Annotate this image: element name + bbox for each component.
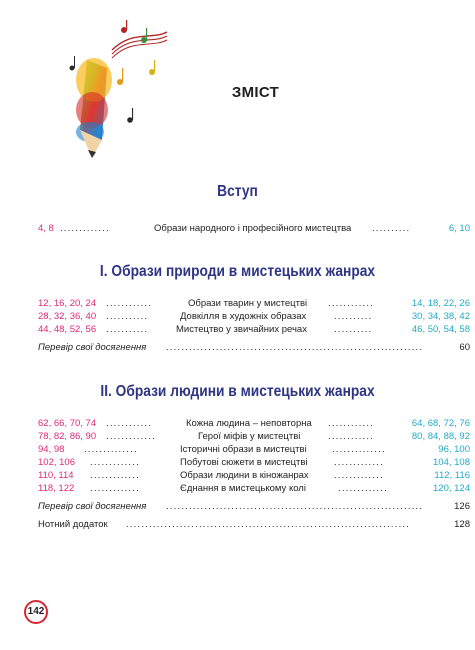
dot-leader: ............. bbox=[338, 483, 388, 494]
toc-row[interactable] bbox=[38, 310, 470, 323]
dot-leader: ................................................................... bbox=[166, 501, 424, 512]
dot-leader: ............ bbox=[328, 418, 375, 429]
page-ref: 128 bbox=[454, 519, 470, 530]
toc-title: Образи народного і професійного мистецтва bbox=[154, 223, 352, 234]
right-pages: 120, 124 bbox=[433, 483, 470, 494]
toc-row[interactable] bbox=[38, 443, 470, 456]
dot-leader: .......... bbox=[372, 223, 411, 234]
dot-leader: ............. bbox=[334, 470, 384, 481]
left-pages: 62, 66, 70, 74 bbox=[38, 418, 97, 429]
dot-leader: .............. bbox=[84, 444, 138, 455]
dot-leader: ............ bbox=[106, 298, 153, 309]
page-ref: 126 bbox=[454, 501, 470, 512]
right-pages: 6, 10 bbox=[448, 223, 470, 234]
toc-row[interactable] bbox=[38, 456, 470, 469]
toc-row[interactable] bbox=[38, 297, 470, 310]
right-pages: 112, 116 bbox=[434, 470, 470, 481]
dot-leader: ............. bbox=[106, 431, 156, 442]
appendix-row[interactable] bbox=[38, 518, 470, 531]
section-heading-nature: І. Образи природи в мистецьких жанрах bbox=[99, 263, 376, 280]
toc-title: Історичні образи в мистецтві bbox=[180, 444, 307, 455]
right-pages: 96, 100 bbox=[438, 444, 470, 455]
dot-leader: ............. bbox=[60, 223, 110, 234]
right-pages: 104, 108 bbox=[433, 457, 470, 468]
toc-row[interactable] bbox=[38, 417, 470, 430]
check-achievements-row[interactable] bbox=[38, 500, 470, 513]
toc-row[interactable] bbox=[38, 469, 470, 482]
dot-leader: ............ bbox=[328, 298, 375, 309]
dot-leader: ............ bbox=[328, 431, 375, 442]
right-pages: 14, 18, 22, 26 bbox=[411, 298, 470, 309]
dot-leader: ........... bbox=[106, 311, 149, 322]
toc-row[interactable] bbox=[38, 482, 470, 495]
left-pages: 44, 48, 52, 56 bbox=[38, 324, 97, 335]
right-pages: 64, 68, 72, 76 bbox=[411, 418, 470, 429]
left-pages: 94, 98 bbox=[38, 444, 65, 455]
dot-leader: .......... bbox=[334, 311, 373, 322]
left-pages: 4, 8 bbox=[38, 223, 54, 234]
right-pages: 30, 34, 38, 42 bbox=[411, 311, 470, 322]
section-heading-intro: Вступ bbox=[217, 183, 258, 200]
toc-title: Образи тварин у мистецтві bbox=[188, 298, 308, 309]
left-pages: 102, 106 bbox=[38, 457, 75, 468]
toc-title: Кожна людина – неповторна bbox=[186, 418, 312, 429]
right-pages: 46, 50, 54, 58 bbox=[411, 324, 470, 335]
toc-title: Нотний додаток bbox=[38, 519, 108, 530]
toc-title: Довкілля в художніх образах bbox=[180, 311, 307, 322]
page-ref: 60 bbox=[459, 342, 470, 353]
toc-row[interactable] bbox=[38, 430, 470, 443]
left-pages: 110, 114 bbox=[38, 470, 74, 481]
toc-title: Перевір свої досягнення bbox=[38, 501, 147, 512]
toc-title: Мистецтво у звичайних речах bbox=[176, 324, 307, 335]
dot-leader: ............ bbox=[106, 418, 153, 429]
dot-leader: .............. bbox=[332, 444, 386, 455]
toc-title: Герої міфів у мистецтві bbox=[198, 431, 301, 442]
dot-leader: ............. bbox=[90, 457, 140, 468]
right-pages: 80, 84, 88, 92 bbox=[411, 431, 470, 442]
dot-leader: .......... bbox=[334, 324, 373, 335]
pencil-music-logo bbox=[52, 20, 177, 200]
dot-leader: ........... bbox=[106, 324, 149, 335]
left-pages: 118, 122 bbox=[38, 483, 75, 494]
toc-title: Побутові сюжети в мистецтві bbox=[180, 457, 308, 468]
toc-title: Єднання в мистецькому колі bbox=[180, 483, 306, 494]
page-number-badge: 142 bbox=[24, 600, 48, 624]
left-pages: 28, 32, 36, 40 bbox=[38, 311, 97, 322]
dot-leader: ............. bbox=[90, 470, 140, 481]
dot-leader: ................................................................... bbox=[166, 342, 424, 353]
dot-leader: .......................................................................... bbox=[126, 519, 411, 530]
page-title: ЗМІСТ bbox=[231, 84, 280, 101]
dot-leader: ............. bbox=[334, 457, 384, 468]
section-heading-people: ІІ. Образи людини в мистецьких жанрах bbox=[100, 383, 375, 400]
toc-title: Образи людини в кіножанрах bbox=[180, 470, 309, 481]
left-pages: 78, 82, 86, 90 bbox=[38, 431, 97, 442]
check-achievements-row[interactable] bbox=[38, 341, 470, 354]
toc-row[interactable] bbox=[38, 323, 470, 336]
dot-leader: ............. bbox=[90, 483, 140, 494]
toc-row[interactable] bbox=[38, 222, 470, 235]
left-pages: 12, 16, 20, 24 bbox=[38, 298, 97, 309]
toc-title: Перевір свої досягнення bbox=[38, 342, 147, 353]
